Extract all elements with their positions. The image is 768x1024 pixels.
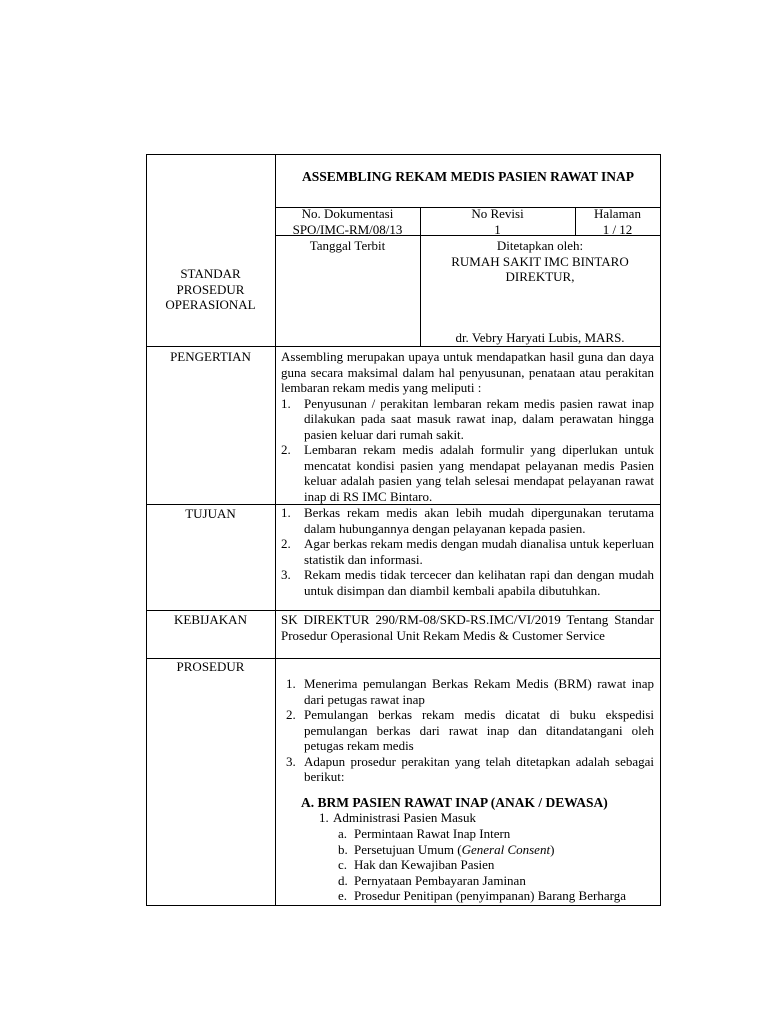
list-text: Rekam medis tidak tercecer dan kelihatan rapi dan dengan mudah untuk disimpan dan diambil kembali apabila dibutuhkan.	[304, 567, 654, 598]
issue-date-label: Tanggal Terbit	[309, 238, 386, 253]
pengertian-intro: Assembling merupakan upaya untuk mendapatkan hasil guna dan daya guna secara maksimal dalam hal penyusunan, penataan atau perakitan lembaran rekam medis yang meliputi :	[281, 349, 654, 395]
list-item	[281, 536, 654, 567]
revision-value: 1	[494, 221, 501, 237]
sop-document	[146, 154, 661, 906]
page-cell	[575, 206, 660, 237]
section-label-pengertian: PENGERTIAN	[170, 349, 251, 364]
column-divider	[275, 154, 276, 906]
sop-label-line: PROSEDUR	[176, 281, 245, 297]
sub-list-number: 1.	[319, 810, 329, 825]
sub-sub-text: Persetujuan Umum (	[354, 841, 462, 857]
section-label-tujuan: TUJUAN	[185, 506, 236, 521]
list-text: Menerima pemulangan Berkas Rekam Medis (BRM) rawat inap dari petugas rawat inap	[304, 676, 654, 707]
list-text: Lembaran rekam medis adalah formulir yang diperlukan untuk mencatat kondisi pasien yang mendapat pelayanan medis Pasien keluar adalah pasien yang telah selesai mendapat pelayanan rawat inap di RS IMC Bintaro.	[304, 442, 654, 504]
approved-org: RUMAH SAKIT IMC BINTARO	[451, 253, 629, 269]
section-label-prosedur: PROSEDUR	[176, 659, 245, 674]
sub-sub-item	[338, 873, 656, 889]
list-number: 3.	[281, 567, 291, 582]
sub-list-text: Administrasi Pasien Masuk	[333, 810, 476, 825]
sop-label-line: OPERASIONAL	[165, 297, 256, 312]
list-number: 1.	[281, 395, 291, 411]
sub-sub-text-after: )	[550, 841, 555, 857]
revision-label: No Revisi	[471, 206, 524, 221]
page-label: Halaman	[594, 206, 641, 221]
list-text: Agar berkas rekam medis dengan mudah dianalisa untuk keperluan statistik dan informasi.	[304, 536, 654, 567]
sub-sub-number: a.	[338, 826, 348, 841]
sop-label-line: STANDAR	[180, 266, 241, 281]
sub-sub-number: d.	[338, 872, 348, 888]
doc-number-value: SPO/IMC-RM/08/13	[292, 221, 403, 237]
sub-sub-text: Pernyataan Pembayaran Jaminan	[354, 872, 526, 888]
doc-number-label: No. Dokumentasi	[301, 206, 394, 221]
sop-label	[146, 266, 275, 313]
list-item	[281, 567, 654, 598]
approval-cell	[420, 238, 660, 285]
sub-sub-italic: General Consent	[461, 841, 551, 857]
list-number: 2.	[286, 707, 296, 722]
sub-sub-list	[338, 826, 656, 904]
list-item	[281, 707, 654, 754]
page-value: 1 / 12	[602, 221, 633, 237]
list-text: Pemulangan berkas rekam medis dicatat di buku ekspedisi pemulangan berkas dari rawat inap dan ditandatangani oleh petugas rekam medis	[304, 707, 654, 753]
row-divider	[146, 610, 661, 611]
sub-sub-item	[338, 857, 656, 873]
approved-name: dr. Vebry Haryati Lubis, MARS.	[455, 330, 625, 345]
list-number: 2.	[281, 536, 291, 551]
border-bottom	[146, 905, 661, 906]
list-number: 1.	[281, 505, 291, 520]
section-body-tujuan	[281, 505, 654, 598]
section-label-kebijakan: KEBIJAKAN	[174, 612, 247, 627]
list-text: Berkas rekam medis akan lebih mudah dipergunakan terutama dalam hubungannya dengan pelayanan kepada pasien.	[304, 505, 654, 536]
list-number: 2.	[281, 442, 291, 457]
sub-list-item	[319, 810, 649, 826]
list-item	[281, 442, 654, 504]
section-body-pengertian	[281, 349, 654, 504]
list-item	[281, 505, 654, 536]
row-divider	[146, 346, 661, 347]
sub-sub-item	[338, 826, 656, 842]
list-item	[281, 754, 654, 785]
list-item	[281, 396, 654, 443]
list-text: Penyusunan / perakitan lembaran rekam medis pasien rawat inap dilakukan pada saat masuk rawat inap, dalam perawatan hingga pasien keluar dari rumah sakit.	[304, 395, 654, 442]
sub-sub-text: Hak dan Kewajiban Pasien	[354, 857, 495, 872]
border-right	[660, 154, 661, 906]
doc-number-cell	[275, 206, 420, 237]
approved-by-label: Ditetapkan oleh:	[496, 238, 584, 253]
section-body-prosedur	[281, 676, 654, 785]
list-number: 1.	[286, 676, 296, 691]
list-item	[281, 676, 654, 707]
prosedur-subheading: A. BRM PASIEN RAWAT INAP (ANAK / DEWASA)	[301, 795, 608, 810]
sub-sub-number: e.	[338, 888, 348, 903]
sub-sub-text: Prosedur Penitipan (penyimpanan) Barang Berharga	[354, 888, 626, 903]
border-top	[146, 154, 661, 155]
approved-role: DIREKTUR,	[505, 269, 575, 284]
revision-cell	[420, 206, 575, 237]
sub-sub-number: b.	[338, 841, 348, 857]
section-body-kebijakan: SK DIREKTUR 290/RM-08/SKD-RS.IMC/VI/2019 Tentang Standar Prosedur Operasional Unit Rekam Medis & Customer Service	[281, 612, 654, 643]
sub-sub-number: c.	[338, 857, 348, 872]
list-number: 3.	[286, 753, 296, 769]
sub-sub-item	[338, 888, 656, 904]
list-text: Adapun prosedur perakitan yang telah ditetapkan adalah sebagai berikut:	[304, 753, 654, 784]
sub-sub-text: Permintaan Rawat Inap Intern	[354, 826, 511, 841]
document-title: ASSEMBLING REKAM MEDIS PASIEN RAWAT INAP	[302, 169, 634, 184]
sub-sub-item	[338, 842, 656, 858]
